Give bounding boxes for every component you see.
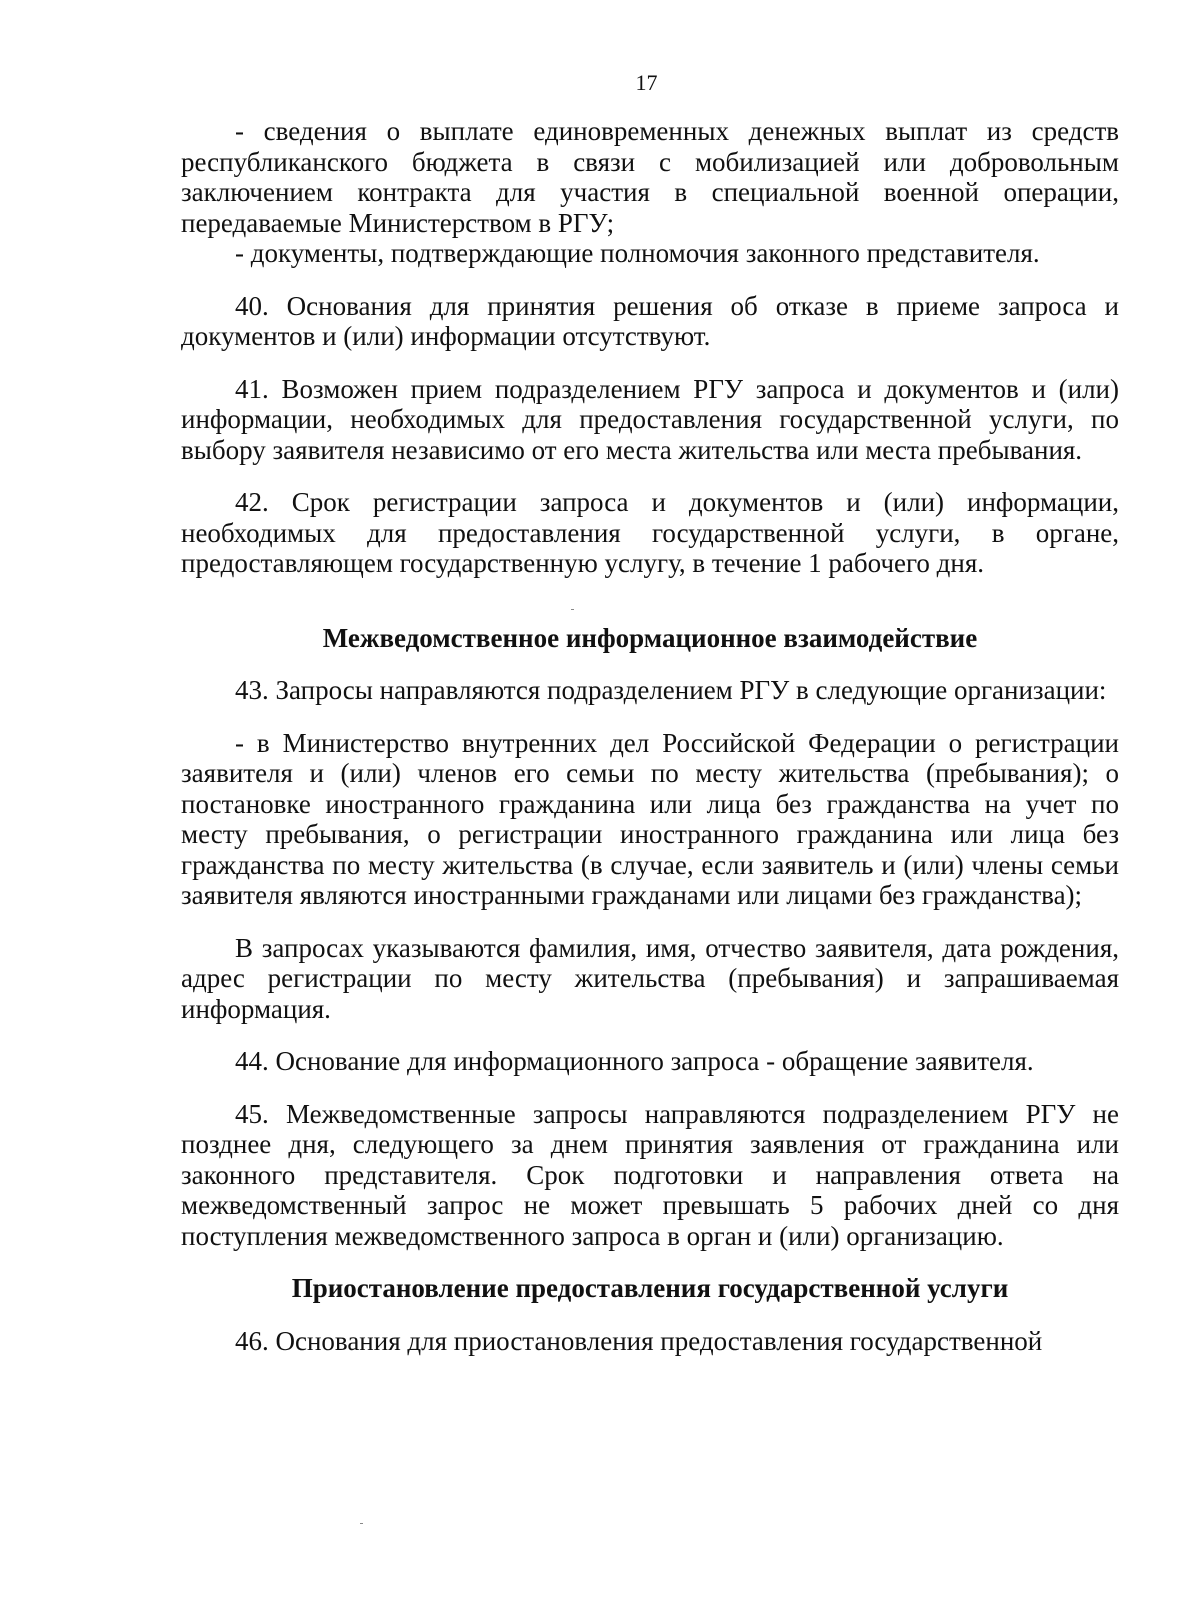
paragraph-mvd-request: - в Министерство внутренних дел Российской Федерации о регистрации заявителя и (или) членов его семьи по месту жительства (пребывания); о постановке иностранного гражданина или лица без гражданства на учет по месту пребывания, о регистрации иностранного гражданина или лица без гражданства по месту жительства (в случае, если заявитель и (или) члены семьи заявителя являются иностранными гражданами или лицами без гражданства);: [181, 727, 1119, 910]
paragraph-request-contents: В запросах указываются фамилия, имя, отчество заявителя, дата рождения, адрес регистрации по месту жительства (пребывания) и запрашиваемая информация.: [181, 932, 1119, 1024]
paragraph-representative-docs: - документы, подтверждающие полномочия законного представителя.: [235, 238, 1040, 268]
paragraph-41: 41. Возможен прием подразделением РГУ запроса и документов и (или) информации, необходимых для предоставления государственной услуги, по выбору заявителя независимо от его места жительства или места пребывания.: [181, 373, 1119, 465]
paragraph-40: 40. Основания для принятия решения об отказе в приеме запроса и документов и (или) информации отсутствуют.: [181, 290, 1119, 351]
document-body: [181, 116, 1119, 1356]
paragraph-46: 46. Основания для приостановления предоставления государственной: [235, 1325, 1043, 1356]
page-number: 17: [635, 70, 658, 95]
scan-speck: [360, 1523, 363, 1524]
paragraph-payment-info: - сведения о выплате единовременных денежных выплат из средств республиканского бюджета в связи с мобилизацией или добровольным заключением контракта для участия в специальной военной операции, передаваемые Министерством в РГУ;: [181, 116, 1119, 238]
paragraph-44: 44. Основание для информационного запроса - обращение заявителя.: [235, 1046, 1034, 1076]
paragraph-42: 42. Срок регистрации запроса и документов и (или) информации, необходимых для предоставления государственной услуги, в органе, предоставляющем государственную услугу, в течение 1 рабочего дня.: [181, 487, 1119, 578]
paragraph-43: 43. Запросы направляются подразделением РГУ в следующие организации:: [235, 675, 1107, 705]
scan-speck: [571, 609, 574, 610]
section-heading-suspension: Приостановление предоставления государственной услуги: [291, 1273, 1009, 1303]
section-heading-interagency: Межведомственное информационное взаимодействие: [322, 622, 978, 653]
paragraph-45: 45. Межведомственные запросы направляются подразделением РГУ не позднее дня, следующего за днем принятия заявления от гражданина или законного представителя. Срок подготовки и направления ответа на межведомственный запрос не может превышать 5 рабочих дней со дня поступления межведомственного запроса в орган и (или) организацию.: [181, 1098, 1119, 1251]
